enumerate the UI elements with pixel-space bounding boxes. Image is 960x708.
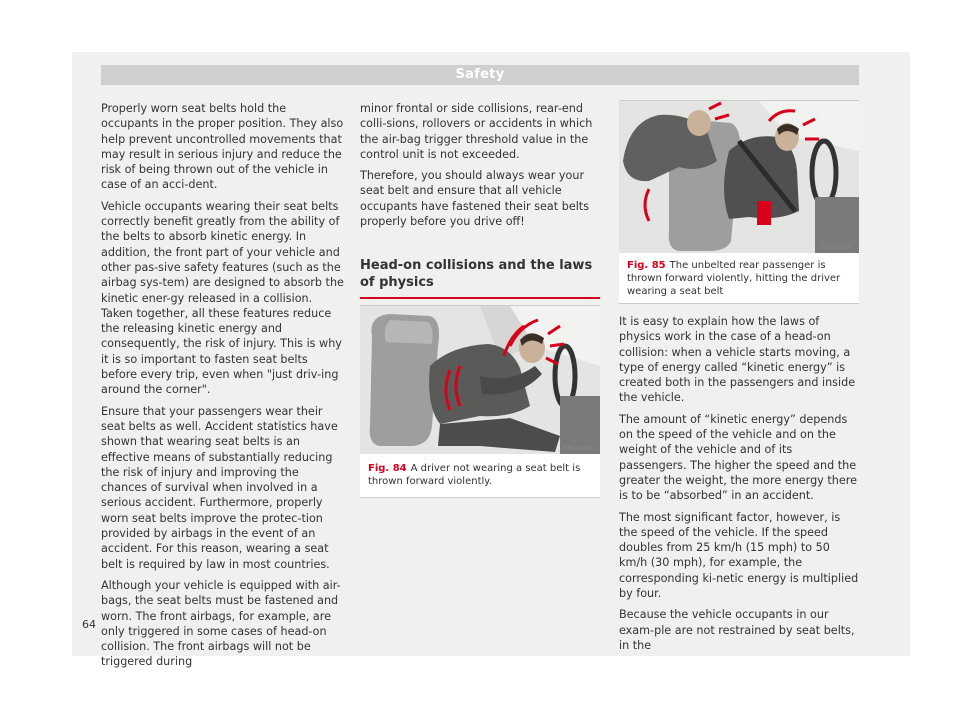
- paragraph: minor frontal or side collisions, rear-end colli-sions, rollovers or accidents in which the air-bag trigger threshold value in the control unit is not exceeded.: [360, 102, 593, 161]
- image-code: B5F-0294: [822, 244, 851, 251]
- figure-label: Fig. 84: [368, 463, 407, 474]
- text-column-1: [101, 101, 345, 676]
- paragraph: Because the vehicle occupants in our exam-ple are not restrained by seat belts, in the: [619, 608, 855, 652]
- page-number: 64: [82, 618, 96, 631]
- figure-84: [360, 305, 600, 498]
- text-column-3: [619, 314, 859, 659]
- image-code: B5F-0293: [563, 445, 592, 452]
- figure-caption: [627, 259, 851, 298]
- section-header: [101, 65, 859, 85]
- rear-passenger-collision-illustration: [619, 101, 859, 253]
- subsection-heading: Head-on collisions and the laws of physics: [360, 257, 600, 299]
- paragraph: Therefore, you should always wear your seat belt and ensure that all vehicle occupants have fastened their seat belts properly before you drive off!: [360, 169, 590, 229]
- paragraph: The amount of “kinetic energy” depends on the speed of the vehicle and on the weight of the vehicle and of its passengers. The higher the speed and the greater the weight, the more energy there is to be “absorbed” in an accident.: [619, 412, 857, 503]
- paragraph: Vehicle occupants wearing their seat belts correctly benefit greatly from the ability of the belts to absorb kinetic energy. In addition, the front part of your vehicle and other pas-sive safety features (such as the airbag sys-tem) are designed to absorb the kinetic ener-gy released in a collision. Taken together, all these features reduce the releasing kinetic energy and consequently, the risk of injury. This is why it is so important to fasten seat belts before every trip, even when "just driv-ing around the corner".: [101, 199, 344, 397]
- section-title: Safety: [455, 67, 505, 82]
- figure-85: [619, 100, 859, 304]
- text-column-2: [360, 101, 600, 235]
- figure-caption-text: A driver not wearing a seat belt is thrown forward violently.: [368, 463, 581, 487]
- paragraph: Properly worn seat belts hold the occupants in the proper position. They also help prevent uncontrolled movements that may result in serious injury and reduce the risk of being thrown out of the vehicle in case of an acci-dent.: [101, 102, 344, 192]
- figure-label: Fig. 85: [627, 260, 666, 271]
- figure-caption-text: The unbelted rear passenger is thrown forward violently, hitting the driver wearing a seat belt: [627, 260, 841, 297]
- paragraph: Although your vehicle is equipped with air-bags, the seat belts must be fastened and worn. The front airbags, for example, are only triggered in some cases of head-on collision. The front airbags will not be triggered during: [101, 578, 341, 669]
- driver-unbelted-illustration: [360, 306, 600, 454]
- paragraph: Ensure that your passengers wear their seat belts as well. Accident statistics have shown that wearing seat belts is an effective means of substantially reducing the risk of injury and improving the chances of survival when involved in a serious accident. Furthermore, properly worn seat belts improve the protec-tion provided by airbags in the event of an accident. For this reason, wearing a seat belt is required by law in most countries.: [101, 404, 338, 571]
- figure-caption: [368, 462, 592, 488]
- paragraph: It is easy to explain how the laws of physics work in the case of a head-on collision: when a vehicle starts moving, a type of energy called “kinetic energy” is created both in the passengers and inside the vehicle.: [619, 315, 856, 405]
- paragraph: The most significant factor, however, is the speed of the vehicle. If the speed doubles from 25 km/h (15 mph) to 50 km/h (30 mph), for example, the corresponding ki-netic energy is multiplied by four.: [619, 510, 859, 601]
